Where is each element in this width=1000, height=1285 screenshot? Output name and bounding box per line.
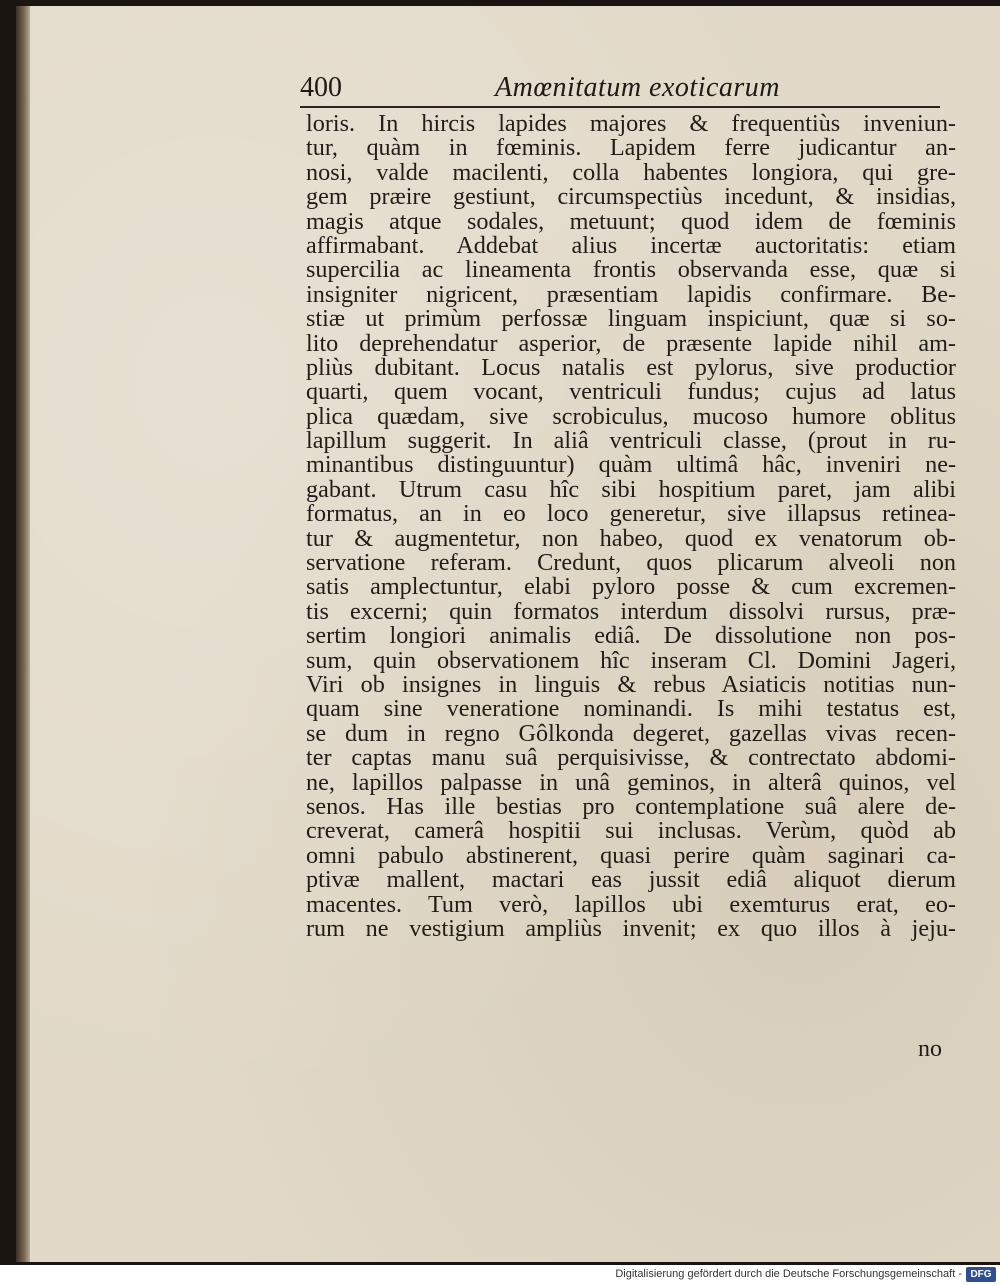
text-line: nosi, valde macilenti, colla habentes longiora, qui gre- [306, 158, 956, 186]
text-line: se dum in regno Gôlkonda degeret, gazellas vivas recen- [306, 719, 956, 747]
text-line: creverat, camerâ hospitii sui inclusas. Verùm, quòd ab [306, 817, 956, 845]
text-line: servatione referam. Credunt, quos plicarum alveoli non [306, 549, 956, 577]
text-line: tis excerni; quin formatos interdum dissolvi rursus, præ- [306, 597, 956, 625]
text-line: tur, quàm in fœminis. Lapidem ferre judicantur an- [306, 134, 956, 162]
text-line: ter captas manu suâ perquisivisse, & contrectato abdomi- [306, 744, 956, 772]
text-line: quarti, quem vocant, ventriculi fundus; cujus ad latus [306, 378, 956, 406]
footer-bar [0, 1265, 1000, 1285]
text-line: satis amplectuntur, elabi pyloro posse & cum excremen- [306, 573, 956, 601]
text-line: insigniter nigricent, præsentiam lapidis confirmare. Be- [306, 280, 956, 308]
book-spine-shadow [16, 6, 30, 1262]
text-line: macentes. Tum verò, lapillos ubi exemturus erat, eo- [306, 890, 956, 918]
text-line: pliùs dubitant. Locus natalis est pylorus, sive productior [306, 353, 956, 381]
text-line: omni pabulo abstinerent, quasi perire quàm saginari ca- [306, 841, 956, 869]
text-line: sum, quin observationem hîc inseram Cl. Domini Jageri, [306, 646, 956, 674]
text-line: tur & augmentetur, non habeo, quod ex venatorum ob- [306, 524, 956, 552]
text-line: magis atque sodales, metuunt; quod idem de fœminis [306, 207, 956, 235]
text-line: sertim longiori animalis ediâ. De dissolutione non pos- [306, 622, 956, 650]
text-line: loris. In hircis lapides majores & frequentiùs inveniun- [306, 110, 956, 137]
text-line: gem præire gestiunt, circumspectiùs incedunt, & insidias, [306, 183, 956, 211]
text-line: ne, lapillos palpasse in unâ geminos, in alterâ quinos, vel [306, 768, 956, 796]
text-line: formatus, an in eo loco generetur, sive illapsus retinea- [306, 500, 956, 528]
text-line: affirmabant. Addebat alius incertæ auctoritatis: etiam [306, 231, 956, 259]
text-line: quam sine veneratione nominandi. Is mihi testatus est, [306, 695, 956, 723]
body-text [306, 112, 956, 941]
text-line: lito deprehendatur asperior, de præsente lapide nihil am- [306, 329, 956, 357]
text-line: minantibus distinguuntur) quàm ultimâ hâc, inveniri ne- [306, 451, 956, 479]
header-rule [300, 106, 940, 108]
catchword: no [918, 1036, 942, 1062]
page-number: 400 [300, 72, 342, 103]
page-header [300, 72, 960, 108]
text-line: senos. Has ille bestias pro contemplatione suâ alere de- [306, 792, 956, 820]
text-line: supercilia ac lineamenta frontis observanda esse, quæ si [306, 256, 956, 284]
text-line: plica quædam, sive scrobiculus, mucoso humore oblitus [306, 402, 956, 430]
running-title: Amœnitatum exoticarum [495, 72, 781, 103]
text-line: rum ne vestigium ampliùs invenit; ex quo illos à jeju- [306, 914, 956, 942]
text-line: gabant. Utrum casu hîc sibi hospitium paret, jam alibi [306, 475, 956, 503]
text-line: lapillum suggerit. In aliâ ventriculi classe, (prout in ru- [306, 427, 956, 455]
text-line: Viri ob insignes in linguis & rebus Asiaticis notitias nun- [306, 670, 956, 698]
text-line: ptivæ mallent, mactari eas jussit ediâ aliquot dierum [306, 866, 956, 894]
text-line: stiæ ut primùm perfossæ linguam inspiciunt, quæ si so- [306, 305, 956, 333]
footer-credit: Digitalisierung gefördert durch die Deutsche Forschungsgemeinschaft - [615, 1268, 962, 1280]
dfg-logo[interactable]: DFG [966, 1267, 996, 1282]
